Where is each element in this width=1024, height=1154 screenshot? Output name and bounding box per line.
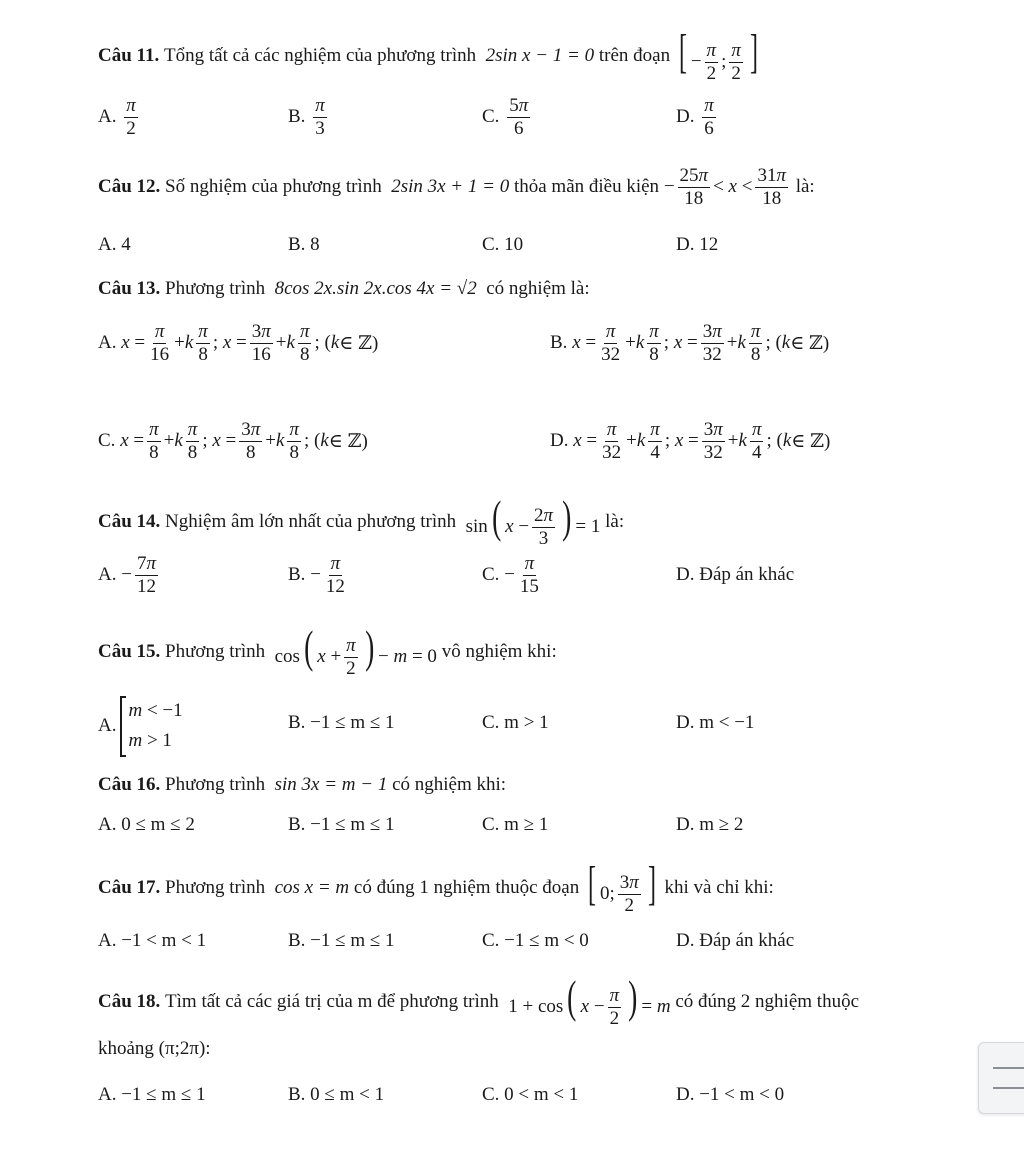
equation: sin( x − $\frac{2\pi}{3}$ ) = 1	[465, 491, 601, 550]
option-label: D.	[550, 430, 569, 452]
question-16	[98, 774, 506, 796]
question-label: Câu 11.	[98, 45, 160, 67]
option-b[interactable]: B. −1 ≤ m ≤ 1	[288, 712, 395, 733]
option-b[interactable]: B. −1 ≤ m ≤ 1	[288, 814, 395, 835]
option-d[interactable]: D. m ≥ 2	[676, 814, 744, 835]
question-14	[98, 491, 625, 550]
option-b[interactable]: B. − $\frac{\pi}{12}$	[288, 553, 345, 597]
question-label: Câu 18.	[98, 990, 161, 1012]
option-c[interactable]: C. x = $\frac{\pi}{8}$ + k $\frac{\pi}{8}$ ; x = $\frac{3\pi}{8}$ + k $\frac{\pi}{8}$ ; ( k ∈ ℤ)	[98, 419, 368, 463]
option-label: C.	[98, 430, 116, 452]
option-b[interactable]: B. 0 ≤ m < 1	[288, 1084, 385, 1105]
option-label: A.	[98, 715, 117, 737]
equation: sin 3x = m − 1	[274, 774, 388, 795]
option-d[interactable]: D. −1 < m < 0	[676, 1084, 785, 1105]
interval: [ 0; $\frac{3\pi}{2}$ ]	[587, 857, 656, 917]
question-label: Câu 13.	[98, 278, 161, 299]
option-c[interactable]: C. m > 1	[482, 712, 549, 733]
question-text-2: có đúng 2 nghiệm thuộc	[675, 990, 860, 1012]
question-13	[98, 278, 590, 300]
question-text: Phương trình	[165, 278, 266, 299]
option-a[interactable]: A. −1 ≤ m ≤ 1	[98, 1084, 206, 1105]
option-label: A.	[98, 106, 117, 128]
question-label: Câu 15.	[98, 640, 161, 662]
question-18-line-2	[98, 1038, 211, 1060]
question-12	[98, 166, 815, 209]
option-b[interactable]: B. −1 ≤ m ≤ 1	[288, 930, 395, 951]
option-c[interactable]: C. 10	[482, 234, 524, 255]
condition: − $\frac{25\pi}{18}$ < x < $\frac{31\pi}{18}$	[663, 165, 786, 209]
option-c[interactable]: C. −1 ≤ m < 0	[482, 930, 589, 951]
question-text-2: là:	[605, 510, 625, 532]
question-15	[98, 621, 557, 680]
question-text-3: là:	[795, 176, 815, 198]
question-label: Câu 14.	[98, 510, 161, 532]
hamburger-line	[993, 1067, 1024, 1069]
question-label: Câu 12.	[98, 176, 161, 198]
option-c[interactable]: C. $\frac{5\pi}{6}$	[482, 95, 529, 139]
option-d[interactable]: D. Đáp án khác	[676, 564, 795, 585]
option-d[interactable]: D. x = $\frac{\pi}{32}$ + k $\frac{\pi}{4}$ ; x = $\frac{3\pi}{32}$ + k $\frac{\pi}{4}$ ; ( k ∈ ℤ)	[550, 419, 831, 463]
question-text: Phương trình	[165, 640, 266, 662]
question-text-2: có nghiệm là:	[486, 278, 590, 299]
option-a[interactable]	[98, 696, 183, 757]
option-label: B.	[288, 564, 306, 586]
equation: 2sin x − 1 = 0	[485, 45, 595, 67]
option-label: B.	[550, 332, 568, 354]
question-text-2: thỏa mãn điều kiện	[513, 176, 660, 198]
question-text: Phương trình	[165, 877, 266, 899]
option-d[interactable]: D. m < −1	[676, 712, 755, 733]
question-label: Câu 17.	[98, 877, 161, 899]
question-text: Tìm tất cả các giá trị của m để phương trình	[165, 990, 499, 1012]
equation: cos x = m	[274, 877, 350, 899]
question-label: Câu 16.	[98, 774, 161, 795]
option-label: B.	[288, 106, 306, 128]
equation: 2sin 3x + 1 = 0	[391, 176, 510, 198]
question-18	[98, 971, 860, 1030]
option-a[interactable]: A. −1 < m < 1	[98, 930, 207, 951]
question-text: Phương trình	[165, 774, 266, 795]
option-b[interactable]: B. $\frac{\pi}{3}$	[288, 95, 325, 139]
option-label: C.	[482, 106, 500, 128]
question-text-3: khi và chỉ khi:	[664, 877, 774, 899]
question-text-line-2: khoảng (π;2π):	[98, 1038, 211, 1059]
option-d[interactable]: D. Đáp án khác	[676, 930, 795, 951]
option-b[interactable]: B. x = $\frac{\pi}{32}$ + k $\frac{\pi}{8}$ ; x = $\frac{3\pi}{32}$ + k $\frac{\pi}{8}$ ; ( k ∈ ℤ)	[550, 321, 830, 365]
option-a[interactable]: A. x = $\frac{\pi}{16}$ + k $\frac{\pi}{8}$ ; x = $\frac{3\pi}{16}$ + k $\frac{\pi}{8}$ ; ( k ∈ ℤ)	[98, 321, 379, 365]
question-11	[98, 25, 762, 85]
menu-toggle-button[interactable]	[978, 1042, 1024, 1114]
option-d[interactable]: D. $\frac{\pi}{6}$	[676, 95, 714, 139]
option-d[interactable]: D. 12	[676, 234, 719, 255]
option-label: D.	[676, 106, 695, 128]
option-label: A.	[98, 564, 117, 586]
question-text: Tổng tất cả các nghiệm của phương trình	[164, 45, 477, 67]
question-17	[98, 857, 774, 917]
equation: 1 + cos( x − $\frac{\pi}{2}$ ) = m	[508, 971, 671, 1030]
question-text: Số nghiệm của phương trình	[165, 176, 382, 198]
hamburger-line	[993, 1087, 1024, 1089]
option-label: A.	[98, 332, 117, 354]
question-text-2: vô nghiệm khi:	[441, 640, 557, 662]
question-text-2: có nghiệm khi:	[392, 774, 507, 795]
interval: [ − $\frac{\pi}{2}$ ; $\frac{\pi}{2}$ ]	[678, 25, 758, 85]
option-a[interactable]: A. $\frac{\pi}{2}$	[98, 95, 136, 139]
question-text: Nghiệm âm lớn nhất của phương trình	[165, 510, 457, 532]
option-a[interactable]: A. 4	[98, 234, 131, 255]
option-label: C.	[482, 564, 500, 586]
equation: cos( x + $\frac{\pi}{2}$ ) − m = 0	[274, 621, 437, 680]
option-b[interactable]: B. 8	[288, 234, 320, 255]
option-c[interactable]: C. 0 < m < 1	[482, 1084, 579, 1105]
system-bracket: m < −1 m > 1	[120, 696, 182, 757]
option-a[interactable]: A. − $\frac{7\pi}{12}$	[98, 553, 156, 597]
question-text-2: có đúng 1 nghiệm thuộc đoạn	[353, 877, 580, 899]
option-a[interactable]: A. 0 ≤ m ≤ 2	[98, 814, 195, 835]
option-c[interactable]: C. m ≥ 1	[482, 814, 549, 835]
equation: 8cos 2x.sin 2x.cos 4x = √2	[274, 278, 477, 299]
question-text-2: trên đoạn	[598, 45, 671, 67]
option-c[interactable]: C. − $\frac{\pi}{15}$	[482, 553, 539, 597]
